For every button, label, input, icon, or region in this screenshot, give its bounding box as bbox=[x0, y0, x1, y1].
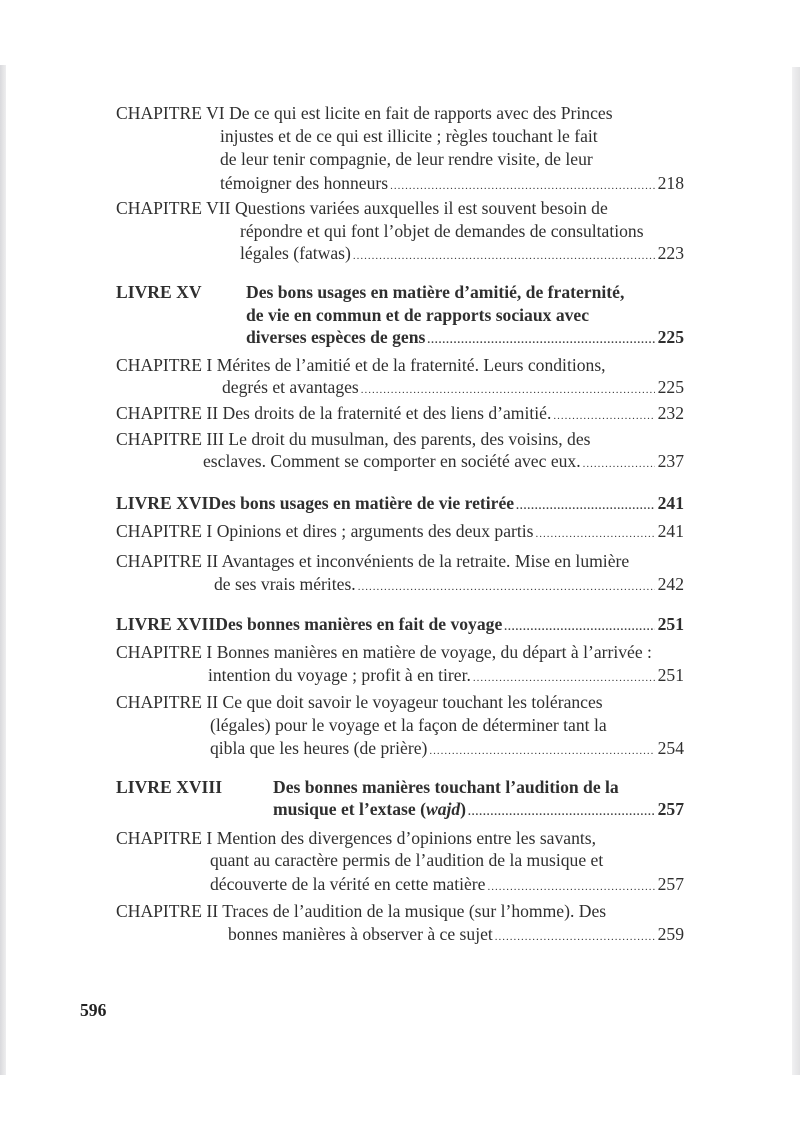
dot-leader bbox=[429, 739, 654, 763]
dot-leader bbox=[583, 452, 655, 476]
toc-line bbox=[116, 690, 684, 714]
entry-label: CHAPITRE II bbox=[116, 692, 219, 712]
entry-title-cont: de ses vrais mérites. bbox=[214, 574, 356, 594]
page-ref[interactable]: 257 bbox=[657, 874, 684, 894]
entry-label: CHAPITRE I bbox=[116, 355, 213, 375]
dot-leader bbox=[468, 800, 655, 824]
entry-label: CHAPITRE I bbox=[116, 521, 213, 541]
entry-title: Le droit du musulman, des parents, des voisins, des bbox=[228, 429, 591, 449]
entry-title-cont: degrés et avantages bbox=[222, 377, 359, 397]
toc-line bbox=[116, 826, 684, 850]
livre-label: LIVRE XV bbox=[116, 282, 202, 302]
page-ref[interactable]: 223 bbox=[657, 243, 684, 263]
entry-title-cont: légales (fatwas) bbox=[240, 243, 351, 263]
entry-label: CHAPITRE III bbox=[116, 429, 224, 449]
toc-line bbox=[116, 519, 684, 543]
toc-line bbox=[116, 612, 684, 636]
entry-label: CHAPITRE I bbox=[116, 828, 213, 848]
toc-line bbox=[116, 775, 684, 799]
dot-leader bbox=[353, 244, 655, 268]
entry-title-cont: esclaves. Comment se comporter en société avec eux. bbox=[203, 451, 581, 471]
entry-label: CHAPITRE II bbox=[116, 551, 219, 571]
toc-line bbox=[116, 101, 684, 125]
page-number: 596 bbox=[80, 1000, 107, 1020]
dot-leader bbox=[553, 404, 654, 428]
entry-title: Bonnes manières en matière de voyage, du départ à l’arrivée : bbox=[216, 642, 652, 662]
italic-term: wajd bbox=[425, 799, 461, 819]
toc-line bbox=[273, 797, 684, 821]
dot-leader bbox=[536, 522, 655, 546]
toc-line bbox=[220, 147, 684, 171]
page-ref[interactable]: 241 bbox=[657, 493, 684, 513]
entry-title-cont: qibla que les heures (de prière) bbox=[210, 738, 428, 758]
entry-label: CHAPITRE VI bbox=[116, 103, 225, 123]
toc-line bbox=[116, 196, 684, 220]
dot-leader bbox=[504, 615, 654, 639]
page-ref[interactable]: 225 bbox=[657, 377, 684, 397]
entry-title: Des droits de la fraternité et des liens d’amitié. bbox=[222, 403, 552, 423]
livre-title-cont: de vie en commun et de rapports sociaux avec bbox=[246, 305, 590, 325]
toc-line bbox=[208, 663, 684, 687]
livre-title-cont: musique et l’extase (wajd) bbox=[273, 799, 467, 819]
toc-line bbox=[210, 848, 684, 872]
livre-title-cont: diverses espèces de gens bbox=[246, 327, 426, 347]
dot-leader bbox=[427, 328, 654, 352]
livre-title: Des bons usages en matière de vie retirée bbox=[208, 493, 515, 513]
entry-label: CHAPITRE II bbox=[116, 901, 219, 921]
page-ref[interactable]: 237 bbox=[657, 451, 684, 471]
toc-line bbox=[116, 549, 684, 573]
dot-leader bbox=[516, 494, 655, 518]
entry-title: Mention des divergences d’opinions entre les savants, bbox=[216, 828, 597, 848]
entry-title-cont: de leur tenir compagnie, de leur rendre visite, de leur bbox=[220, 149, 593, 169]
entry-title: Avantages et inconvénients de la retraite. Mise en lumière bbox=[221, 551, 630, 571]
entry-label: CHAPITRE VII bbox=[116, 198, 231, 218]
toc-line bbox=[210, 713, 684, 737]
entry-title-cont: (légales) pour le voyage et la façon de déterminer tant la bbox=[210, 715, 607, 735]
page-ref[interactable]: 241 bbox=[657, 521, 684, 541]
toc-line bbox=[240, 219, 684, 243]
toc-line bbox=[116, 427, 684, 451]
entry-title: De ce qui est licite en fait de rapports avec des Princes bbox=[229, 103, 613, 123]
entry-title-cont: répondre et qui font l’objet de demandes de consultations bbox=[240, 221, 644, 241]
toc-line bbox=[220, 124, 684, 148]
page-ref[interactable]: 242 bbox=[657, 574, 684, 594]
entry-title: Opinions et dires ; arguments des deux partis bbox=[216, 521, 534, 541]
toc-line bbox=[222, 375, 684, 399]
page-ref[interactable]: 251 bbox=[657, 614, 684, 634]
livre-title: Des bons usages en matière d’amitié, de fraternité, bbox=[246, 282, 625, 302]
entry-label: CHAPITRE II bbox=[116, 403, 219, 423]
entry-title-cont: découverte de la vérité en cette matière bbox=[210, 874, 486, 894]
entry-title: Ce que doit savoir le voyageur touchant les tolérances bbox=[222, 692, 603, 712]
page-ref[interactable]: 218 bbox=[657, 173, 684, 193]
toc-line bbox=[116, 899, 684, 923]
page-ref[interactable]: 257 bbox=[657, 799, 684, 819]
page-ref[interactable]: 251 bbox=[657, 665, 684, 685]
entry-title: Traces de l’audition de la musique (sur l’homme). Des bbox=[222, 901, 607, 921]
toc-line bbox=[116, 280, 684, 304]
dot-leader bbox=[487, 875, 654, 899]
livre-label: LIVRE XVIII bbox=[116, 777, 223, 797]
page-ref[interactable]: 254 bbox=[657, 738, 684, 758]
toc-line bbox=[116, 401, 684, 425]
entry-label: CHAPITRE I bbox=[116, 642, 213, 662]
livre-label: LIVRE XVII bbox=[116, 614, 216, 634]
dot-leader bbox=[358, 575, 655, 599]
toc-line bbox=[116, 640, 684, 664]
page-ref[interactable]: 259 bbox=[657, 924, 684, 944]
dot-leader bbox=[495, 925, 655, 949]
entry-title-cont: bonnes manières à observer à ce sujet bbox=[228, 924, 493, 944]
entry-title: Questions variées auxquelles il est souvent besoin de bbox=[234, 198, 608, 218]
toc-line bbox=[210, 736, 684, 760]
toc-line bbox=[228, 922, 684, 946]
toc-line bbox=[116, 353, 684, 377]
dot-leader bbox=[473, 666, 655, 690]
entry-title-cont: injustes et de ce qui est illicite ; règles touchant le fait bbox=[220, 126, 598, 146]
dot-leader bbox=[390, 174, 655, 198]
dot-leader bbox=[361, 378, 655, 402]
entry-title-cont: témoigner des honneurs bbox=[220, 173, 389, 193]
toc-line bbox=[210, 872, 684, 896]
toc-line bbox=[214, 572, 684, 596]
toc-line bbox=[246, 303, 684, 327]
toc-line bbox=[116, 491, 684, 515]
livre-title: Des bonnes manières en fait de voyage bbox=[215, 614, 503, 634]
toc-line bbox=[240, 241, 684, 265]
entry-title: Mérites de l’amitié et de la fraternité. Leurs conditions, bbox=[216, 355, 606, 375]
toc-line bbox=[203, 449, 684, 473]
livre-title: Des bonnes manières touchant l’audition de la bbox=[273, 777, 619, 797]
page-ref[interactable]: 232 bbox=[657, 403, 684, 423]
toc-line bbox=[246, 325, 684, 349]
entry-title-cont: intention du voyage ; profit à en tirer. bbox=[208, 665, 471, 685]
entry-title-cont: quant au caractère permis de l’audition de la musique et bbox=[210, 850, 604, 870]
page-ref[interactable]: 225 bbox=[657, 327, 684, 347]
toc-line bbox=[220, 171, 684, 195]
livre-label: LIVRE XVI bbox=[116, 493, 209, 513]
